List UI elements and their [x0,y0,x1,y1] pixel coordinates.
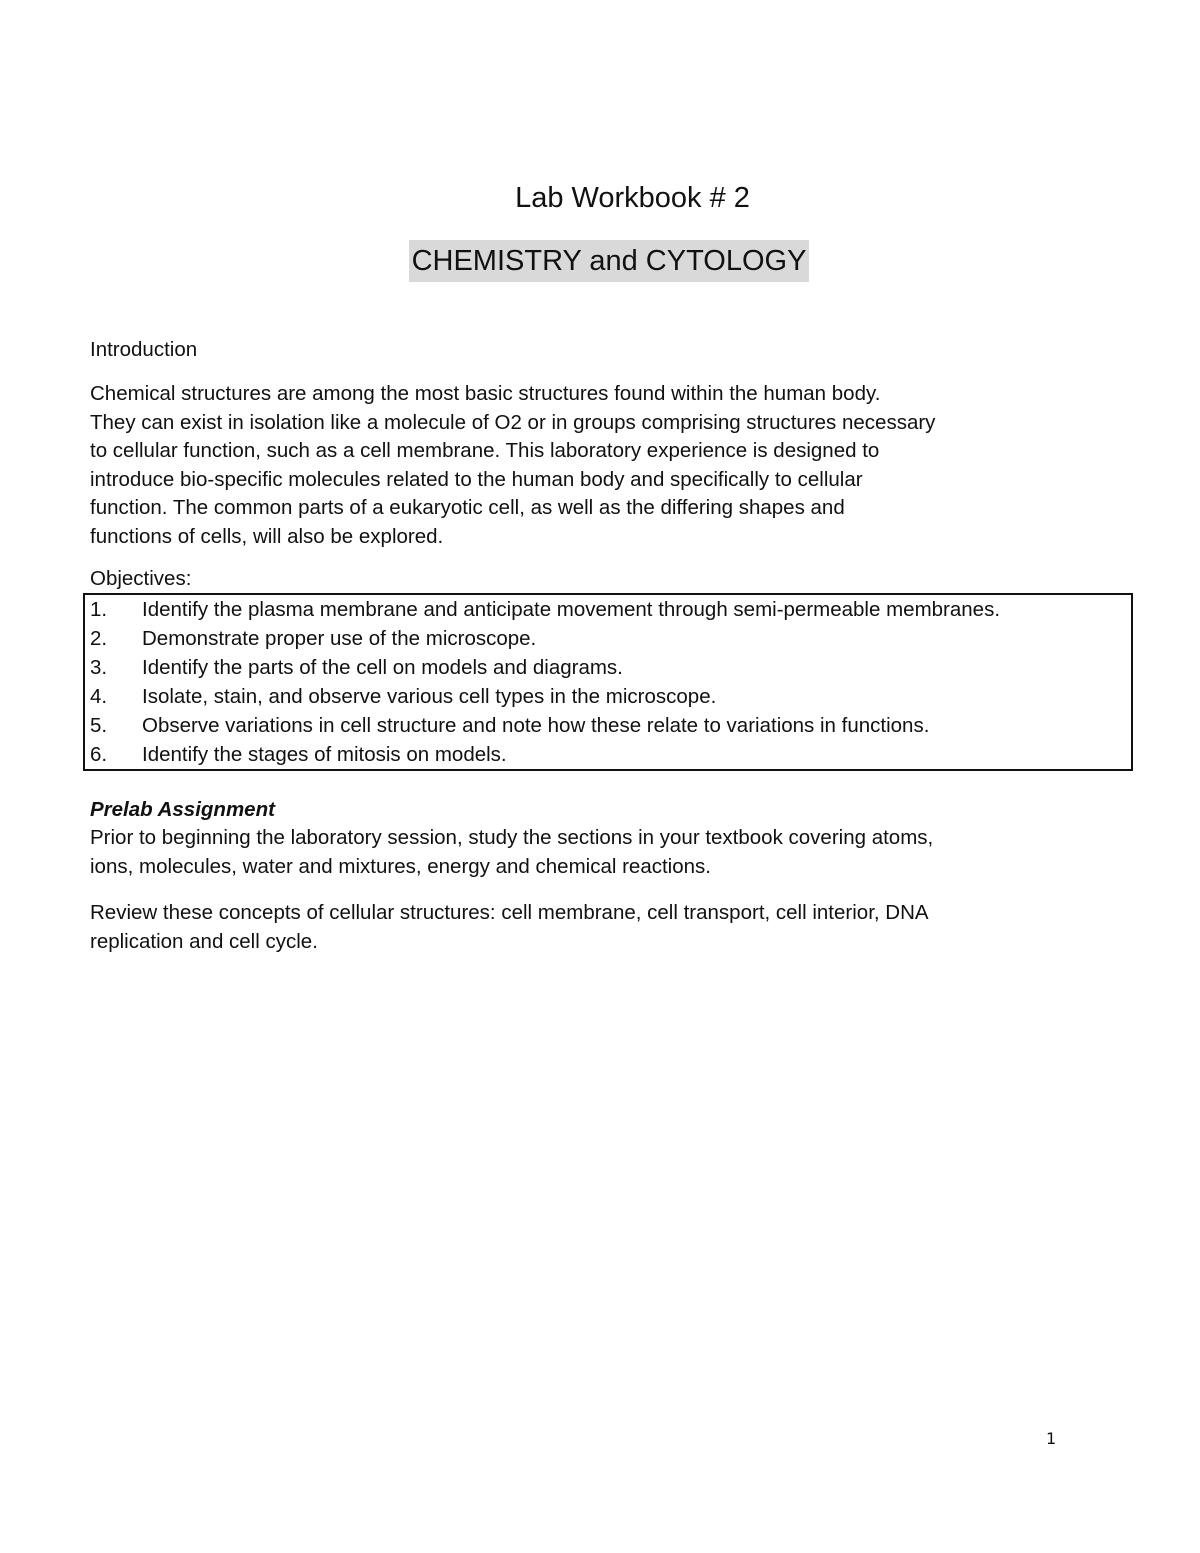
objective-number: 3. [90,656,108,679]
introduction-line: They can exist in isolation like a molecule of O2 or in groups comprising structures necessary [90,410,936,434]
document-subtitle: CHEMISTRY and CYTOLOGY [409,240,810,282]
objective-text: Identify the parts of the cell on models and diagrams. [142,656,623,679]
prelab-line: ions, molecules, water and mixtures, energy and chemical reactions. [90,854,711,878]
objective-item [90,624,536,653]
introduction-line: function. The common parts of a eukaryotic cell, as well as the differing shapes and [90,496,845,519]
objective-item [90,653,623,682]
objective-item [90,711,929,740]
objective-item [90,740,507,769]
introduction-line: to cellular function, such as a cell membrane. This laboratory experience is designed to [90,439,880,462]
objective-item [90,595,1000,624]
document-subtitle-container [0,240,1200,282]
objective-text: Observe variations in cell structure and note how these relate to variations in functions. [142,714,930,737]
objectives-list [83,593,1133,771]
introduction-paragraph [90,380,935,551]
prelab-heading: Prelab Assignment [90,798,275,821]
introduction-line: Chemical structures are among the most basic structures found within the human body. [90,382,881,405]
review-line: Review these concepts of cellular structures: cell membrane, cell transport, cell interior, DNA [90,901,929,924]
objective-number: 5. [90,714,108,737]
objective-text: Identify the plasma membrane and anticipate movement through semi-permeable membranes. [142,598,1001,621]
introduction-heading: Introduction [90,338,198,361]
review-paragraph [90,899,929,956]
page-number: 1 [1046,1429,1057,1448]
review-line: replication and cell cycle. [90,929,318,953]
objective-number: 2. [90,627,108,650]
introduction-line: introduce bio-specific molecules related to the human body and specifically to cellular [90,467,863,491]
document-title: Lab Workbook # 2 [515,182,750,214]
objective-text: Isolate, stain, and observe various cell types in the microscope. [142,685,717,708]
objective-text: Demonstrate proper use of the microscope. [142,627,537,650]
objective-text: Identify the stages of mitosis on models. [142,743,507,766]
introduction-line: functions of cells, will also be explored. [90,524,444,548]
objective-number: 1. [90,598,108,621]
objective-item [90,682,716,711]
objectives-heading: Objectives: [90,567,192,590]
prelab-paragraph [90,824,933,881]
prelab-line: Prior to beginning the laboratory session, study the sections in your textbook covering atoms, [90,826,934,849]
objective-number: 4. [90,685,108,708]
objective-number: 6. [90,743,108,766]
